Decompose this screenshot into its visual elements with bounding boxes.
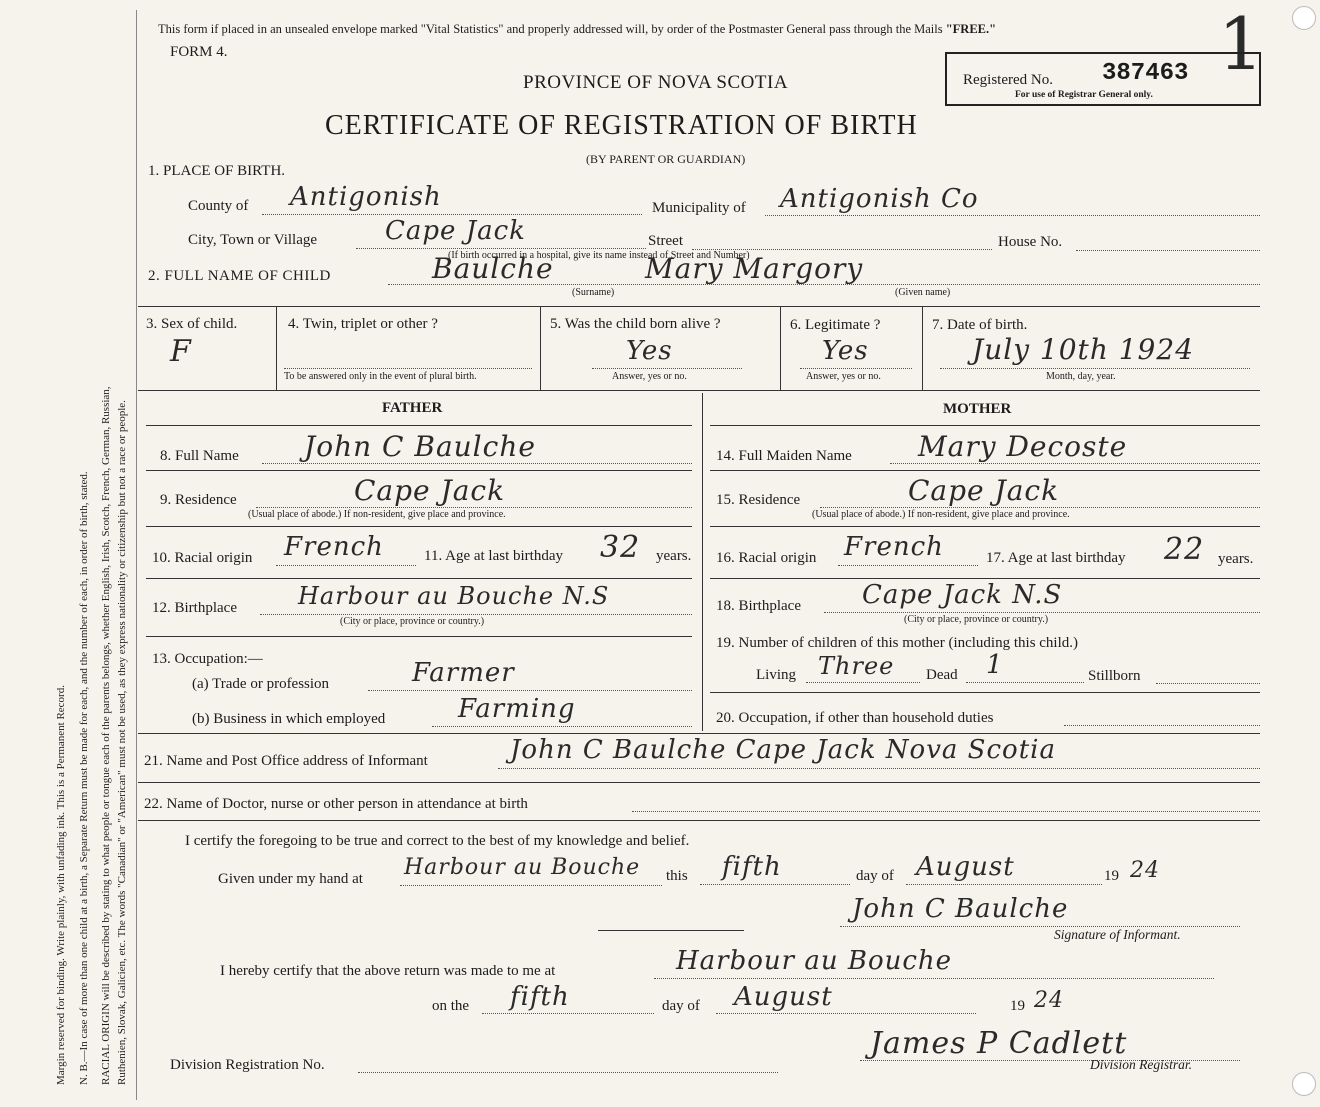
- registrar-day-value: fifth: [510, 982, 570, 1012]
- father-residence-line: [256, 507, 692, 508]
- alive-label: 5. Was the child born alive ?: [550, 316, 721, 332]
- father-age-unit: years.: [656, 548, 692, 564]
- division-registration-label: Division Registration No.: [170, 1057, 325, 1073]
- doctor-bottom-border: [138, 820, 1260, 821]
- registrar-year-suffix: 24: [1034, 988, 1064, 1013]
- dob-line: [940, 368, 1250, 369]
- county-value: Antigonish: [290, 182, 442, 212]
- child-surname-value: Baulche: [432, 252, 554, 285]
- mother-children-label: 19. Number of children of this mother (including this child.): [716, 635, 1079, 651]
- binding-margin-line: [136, 10, 137, 1100]
- mother-age-label: 17. Age at last birthday: [986, 550, 1126, 566]
- registrar-day-line: [482, 1013, 654, 1014]
- parents-divider: [702, 393, 703, 731]
- father-racial-label: 10. Racial origin: [152, 550, 253, 566]
- dead-line: [966, 682, 1084, 683]
- certify-statement: I certify the foregoing to be true and correct to the best of my knowledge and belief.: [185, 833, 690, 849]
- informant-caption: Signature of Informant.: [1054, 927, 1181, 942]
- doctor-label: 22. Name of Doctor, nurse or other person in attendance at birth: [144, 796, 528, 812]
- binding-hole-top: [1292, 6, 1316, 30]
- mother-rule-1: [710, 470, 1260, 471]
- mail-notice: This form if placed in an unsealed envelope marked "Vital Statistics" and properly addressed will, by order of the Postmaster General pass through the Mails "FREE.": [158, 22, 997, 36]
- corner-mark: 1: [1218, 2, 1265, 86]
- doctor-top-border: [138, 782, 1260, 783]
- details-divider-2: [540, 306, 541, 390]
- certification-separator: [598, 930, 744, 931]
- father-residence-label: 9. Residence: [160, 492, 237, 508]
- details-top-border: [138, 306, 1260, 307]
- given-caption: (Given name): [895, 287, 951, 298]
- child-name-line: [388, 284, 1260, 285]
- municipality-line: [765, 215, 1260, 216]
- informant-top-border: [138, 733, 1260, 734]
- given-day-line: [700, 884, 850, 885]
- place-of-birth-heading: 1. PLACE OF BIRTH.: [148, 163, 286, 179]
- father-age-label: 11. Age at last birthday: [424, 548, 563, 564]
- mother-rule-3: [710, 578, 1260, 579]
- mother-name-line: [890, 463, 1260, 464]
- dob-label: 7. Date of birth.: [932, 317, 1028, 333]
- street-label: Street: [648, 233, 683, 249]
- city-label: City, Town or Village: [188, 232, 318, 248]
- details-bottom-border: [138, 390, 1260, 391]
- sex-value: F: [170, 334, 192, 369]
- child-given-value: Mary Margory: [645, 252, 864, 285]
- details-divider-3: [780, 306, 781, 390]
- county-label: County of: [188, 198, 249, 214]
- given-year-suffix: 24: [1130, 858, 1160, 883]
- details-divider-1: [276, 306, 277, 390]
- mother-residence-note: (Usual place of abode.) If non-resident, give place and province.: [812, 509, 1070, 520]
- father-name-label: 8. Full Name: [160, 448, 239, 464]
- father-business-value: Farming: [458, 694, 576, 724]
- alive-value: Yes: [626, 336, 673, 366]
- child-name-label: 2. FULL NAME OF CHILD: [148, 268, 331, 284]
- street-note: (If birth occurred in a hospital, give its name instead of Street and Number): [448, 250, 750, 261]
- twin-label: 4. Twin, triplet or other ?: [288, 316, 438, 332]
- registrar-month-value: August: [734, 982, 833, 1012]
- registrar-year-prefix: 19: [1010, 998, 1025, 1014]
- father-racial-value: French: [284, 532, 384, 562]
- given-place-line: [400, 885, 662, 886]
- living-label: Living: [756, 667, 796, 683]
- house-line: [1076, 250, 1260, 251]
- registered-number: 387463: [1102, 60, 1189, 87]
- surname-caption: (Surname): [572, 287, 615, 298]
- dead-label: Dead: [926, 667, 958, 683]
- binding-note: Margin reserved for binding. Write plainly, with unfading ink. This is a Permanent Record.: [55, 685, 67, 1085]
- mother-birthplace-note: (City or place, province or country.): [904, 614, 1049, 625]
- father-birthplace-label: 12. Birthplace: [152, 600, 237, 616]
- father-birthplace-line: [260, 614, 692, 615]
- registrar-caption: Division Registrar.: [1090, 1057, 1193, 1072]
- city-line: [356, 248, 646, 249]
- father-name-line: [262, 463, 692, 464]
- given-day-of-label: day of: [856, 868, 894, 884]
- given-day-value: fifth: [722, 852, 782, 882]
- sex-label: 3. Sex of child.: [146, 316, 238, 332]
- living-value: Three: [818, 652, 895, 680]
- mother-racial-label: 16. Racial origin: [716, 550, 817, 566]
- mother-racial-value: French: [844, 532, 944, 562]
- father-business-label: (b) Business in which employed: [192, 711, 386, 727]
- registrar-signature: James P Cadlett: [870, 1026, 1128, 1061]
- registrar-month-line: [716, 1013, 976, 1014]
- racial-origin-note: RACIAL ORIGIN will be described by stating to what people or tongue each of the parents belongs, whether English, Irish, Scotch, French, German, Russian,: [100, 386, 112, 1085]
- free-label: "FREE.": [945, 22, 997, 36]
- father-birthplace-note: (City or place, province or country.): [340, 616, 485, 627]
- registrar-day-of-label: day of: [662, 998, 700, 1014]
- registrar-place-line: [654, 978, 1214, 979]
- mother-heading: MOTHER: [943, 401, 1012, 417]
- father-business-line: [432, 726, 692, 727]
- registrar-statement: I hereby certify that the above return was made to me at: [220, 963, 556, 979]
- father-heading: FATHER: [382, 400, 443, 416]
- legit-note: Answer, yes or no.: [806, 371, 881, 382]
- informant-value: John C Baulche Cape Jack Nova Scotia: [510, 735, 1056, 765]
- province-heading: PROVINCE OF NOVA SCOTIA: [523, 72, 789, 93]
- form-number: FORM 4.: [170, 44, 228, 60]
- legit-label: 6. Legitimate ?: [790, 317, 881, 333]
- mother-name-value: Mary Decoste: [918, 430, 1128, 463]
- informant-label: 21. Name and Post Office address of Informant: [144, 753, 428, 769]
- father-rule-1: [146, 470, 692, 471]
- this-label: this: [666, 868, 688, 884]
- stillborn-line: [1156, 683, 1260, 684]
- given-month-value: August: [916, 852, 1015, 882]
- division-registration-line: [358, 1072, 778, 1073]
- mother-racial-line: [838, 565, 978, 566]
- informant-line: [498, 768, 1260, 769]
- mother-occupation-line: [1064, 725, 1260, 726]
- registered-note: For use of Registrar General only.: [1015, 90, 1153, 100]
- county-line: [262, 214, 642, 215]
- registrar-place-value: Harbour au Bouche: [676, 946, 953, 976]
- mother-residence-value: Cape Jack: [908, 474, 1060, 507]
- twin-line: [284, 368, 532, 369]
- mother-age-value: 22: [1164, 532, 1205, 567]
- dead-value: 1: [986, 650, 1004, 680]
- mother-residence-line: [820, 507, 1260, 508]
- multiple-birth-note: N. B.—In case of more than one child at a birth, a Separate Return must be made for each, and the number of each, in order of birth, stated.: [78, 471, 90, 1085]
- mother-rule-4: [710, 692, 1260, 693]
- father-rule-0: [146, 425, 692, 426]
- mother-birthplace-value: Cape Jack N.S: [862, 580, 1063, 610]
- mother-age-unit: years.: [1218, 551, 1254, 567]
- registered-label: Registered No.: [963, 72, 1053, 88]
- on-the-label: on the: [432, 998, 470, 1014]
- given-year-prefix: 19: [1104, 868, 1119, 884]
- doctor-line: [632, 811, 1260, 812]
- house-label: House No.: [998, 234, 1063, 250]
- father-trade-line: [368, 690, 692, 691]
- father-age-value: 32: [600, 530, 641, 565]
- father-trade-label: (a) Trade or profession: [192, 676, 330, 692]
- given-place-value: Harbour au Bouche: [404, 855, 641, 880]
- father-occupation-label: 13. Occupation:—: [152, 651, 263, 667]
- father-rule-4: [146, 636, 692, 637]
- municipality-label: Municipality of: [652, 200, 746, 216]
- father-residence-value: Cape Jack: [354, 474, 506, 507]
- sidebar-notes: [0, 0, 138, 1107]
- dob-note: Month, day, year.: [1046, 371, 1116, 382]
- city-value: Cape Jack: [385, 216, 526, 246]
- twin-note: To be answered only in the event of plural birth.: [284, 371, 477, 382]
- given-month-line: [906, 884, 1102, 885]
- father-racial-line: [276, 565, 416, 566]
- father-rule-3: [146, 578, 692, 579]
- alive-note: Answer, yes or no.: [612, 371, 687, 382]
- father-residence-note: (Usual place of abode.) If non-resident, give place and province.: [248, 509, 506, 520]
- municipality-value: Antigonish Co: [780, 184, 979, 214]
- legit-value: Yes: [822, 336, 869, 366]
- racial-origin-note-cont: Ruthenien, Slovak, Galicien, etc. The words "Canadian" or "American" must not be used, as they express nationality or citizenship but not a race or people.: [116, 400, 128, 1085]
- given-label: Given under my hand at: [218, 871, 363, 887]
- mother-name-label: 14. Full Maiden Name: [716, 448, 852, 464]
- father-birthplace-value: Harbour au Bouche N.S: [298, 582, 610, 610]
- mother-birthplace-line: [824, 612, 1260, 613]
- father-rule-2: [146, 526, 692, 527]
- mother-rule-2: [710, 526, 1260, 527]
- living-line: [806, 682, 920, 683]
- father-trade-value: Farmer: [412, 658, 515, 688]
- certificate-subtitle: (BY PARENT OR GUARDIAN): [586, 152, 746, 166]
- certificate-title: CERTIFICATE OF REGISTRATION OF BIRTH: [325, 110, 918, 141]
- mother-occupation-label: 20. Occupation, if other than household duties: [716, 710, 994, 726]
- registered-number-box: [945, 52, 1261, 106]
- mother-rule-0: [710, 425, 1260, 426]
- mother-birthplace-label: 18. Birthplace: [716, 598, 801, 614]
- details-divider-4: [922, 306, 923, 390]
- binding-hole-bottom: [1292, 1072, 1316, 1096]
- father-name-value: John C Baulche: [304, 430, 536, 463]
- dob-value: July 10th 1924: [972, 333, 1195, 366]
- legit-line: [800, 368, 912, 369]
- mother-residence-label: 15. Residence: [716, 492, 801, 508]
- stillborn-label: Stillborn: [1088, 668, 1141, 684]
- alive-line: [592, 368, 742, 369]
- informant-signature: John C Baulche: [852, 894, 1069, 924]
